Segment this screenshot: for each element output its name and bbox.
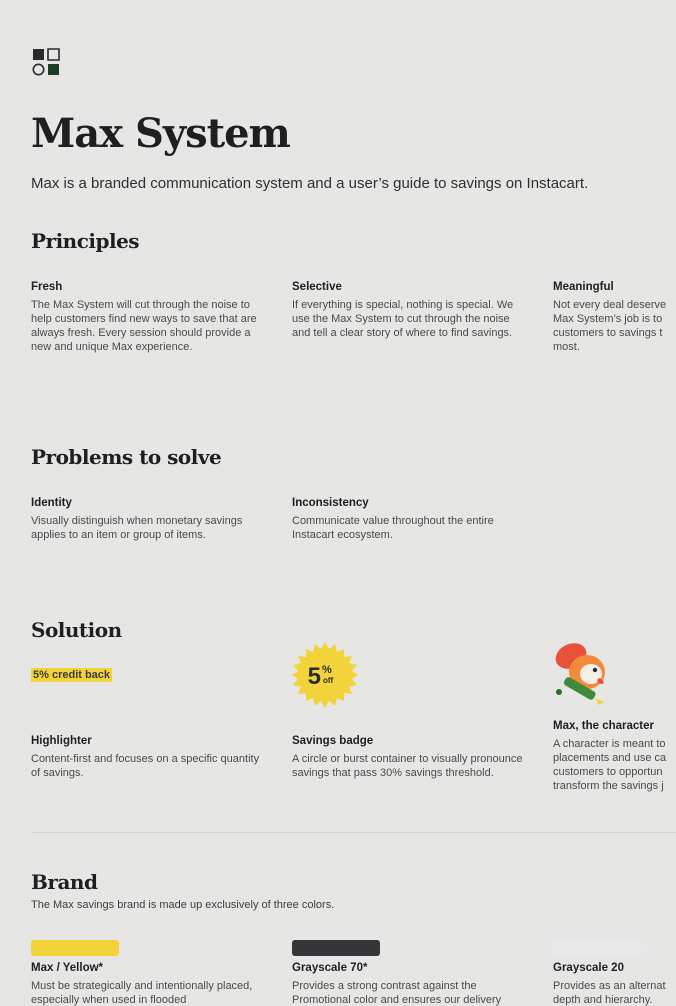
problem-text: Visually distinguish when monetary savings applies to an item or group of items. (31, 515, 243, 541)
principle-meaningful (553, 281, 676, 354)
principle-title: Meaningful (553, 281, 614, 293)
principle-title: Selective (292, 281, 342, 293)
principle-text: The Max System will cut through the noise to help customers find new ways to save that are always fresh. Every session should provide a new and unique Max experience. (31, 299, 257, 353)
brand-color-name: Grayscale 20 (553, 962, 624, 974)
solution-title: Highlighter (31, 735, 92, 747)
principle-title: Fresh (31, 281, 63, 293)
brand-subtitle: The Max savings brand is made up exclusively of three colors. (31, 899, 335, 911)
badge-off-label: off (323, 676, 334, 685)
swatch-grayscale-70 (292, 940, 380, 956)
max-logo-icon (32, 48, 60, 76)
swatch-max-yellow (31, 940, 119, 956)
solution-title: Savings badge (292, 735, 374, 747)
principle-fresh (31, 281, 271, 354)
brand-color-yellow (31, 962, 271, 1006)
solution-text: Content-first and focuses on a specific quantity of savings. (31, 753, 260, 779)
highlighter-sample: 5% credit back (33, 669, 111, 681)
principle-text: Not every deal deserve Max System’s job is to customers to savings t most. (553, 299, 667, 353)
badge-percent-sign: % (322, 664, 332, 676)
brand-color-text: Provides a strong contrast against the Promotional color and ensures our delivery (292, 980, 502, 1006)
solution-text: A circle or burst container to visually pronounce savings that pass 30% savings threshold. (292, 753, 523, 779)
section-divider (31, 832, 676, 833)
principles-heading: Principles (31, 229, 140, 253)
badge-percent: 5 (307, 663, 321, 690)
brand-color-text: Provides as an alternat depth and hierarchy. (553, 980, 666, 1006)
page-title: Max System (31, 110, 290, 157)
problem-identity (31, 497, 271, 542)
principle-text: If everything is special, nothing is special. We use the Max System to cut through the noise and tell a clear story of where to find savings. (292, 299, 514, 339)
solution-title: Max, the character (553, 720, 654, 732)
savings-badge (292, 642, 358, 708)
solution-heading: Solution (31, 618, 122, 642)
brand-color-grayscale-70 (292, 962, 532, 1006)
brand-color-name: Grayscale 70* (292, 962, 368, 974)
solution-text: A character is meant to placements and use ca customers to opportun transform the savings j (553, 738, 667, 792)
solution-savings-badge (292, 735, 532, 780)
problems-heading: Problems to solve (31, 445, 222, 469)
principle-selective (292, 281, 517, 340)
brand-heading: Brand (31, 870, 98, 894)
problem-title: Inconsistency (292, 497, 369, 509)
brand-color-text: Must be strategically and intentionally placed, especially when used in flooded (31, 980, 253, 1006)
max-character-illustration (549, 640, 615, 708)
problem-title: Identity (31, 497, 72, 509)
solution-highlighter (31, 735, 271, 780)
swatch-grayscale-20 (553, 940, 641, 956)
problem-inconsistency (292, 497, 532, 542)
problem-text: Communicate value throughout the entire Instacart ecosystem. (292, 515, 494, 541)
page-subtitle: Max is a branded communication system and a user’s guide to savings on Instacart. (31, 175, 589, 192)
brand-color-grayscale-20 (553, 962, 676, 1006)
brand-color-name: Max / Yellow* (31, 962, 104, 974)
solution-character (553, 720, 676, 793)
